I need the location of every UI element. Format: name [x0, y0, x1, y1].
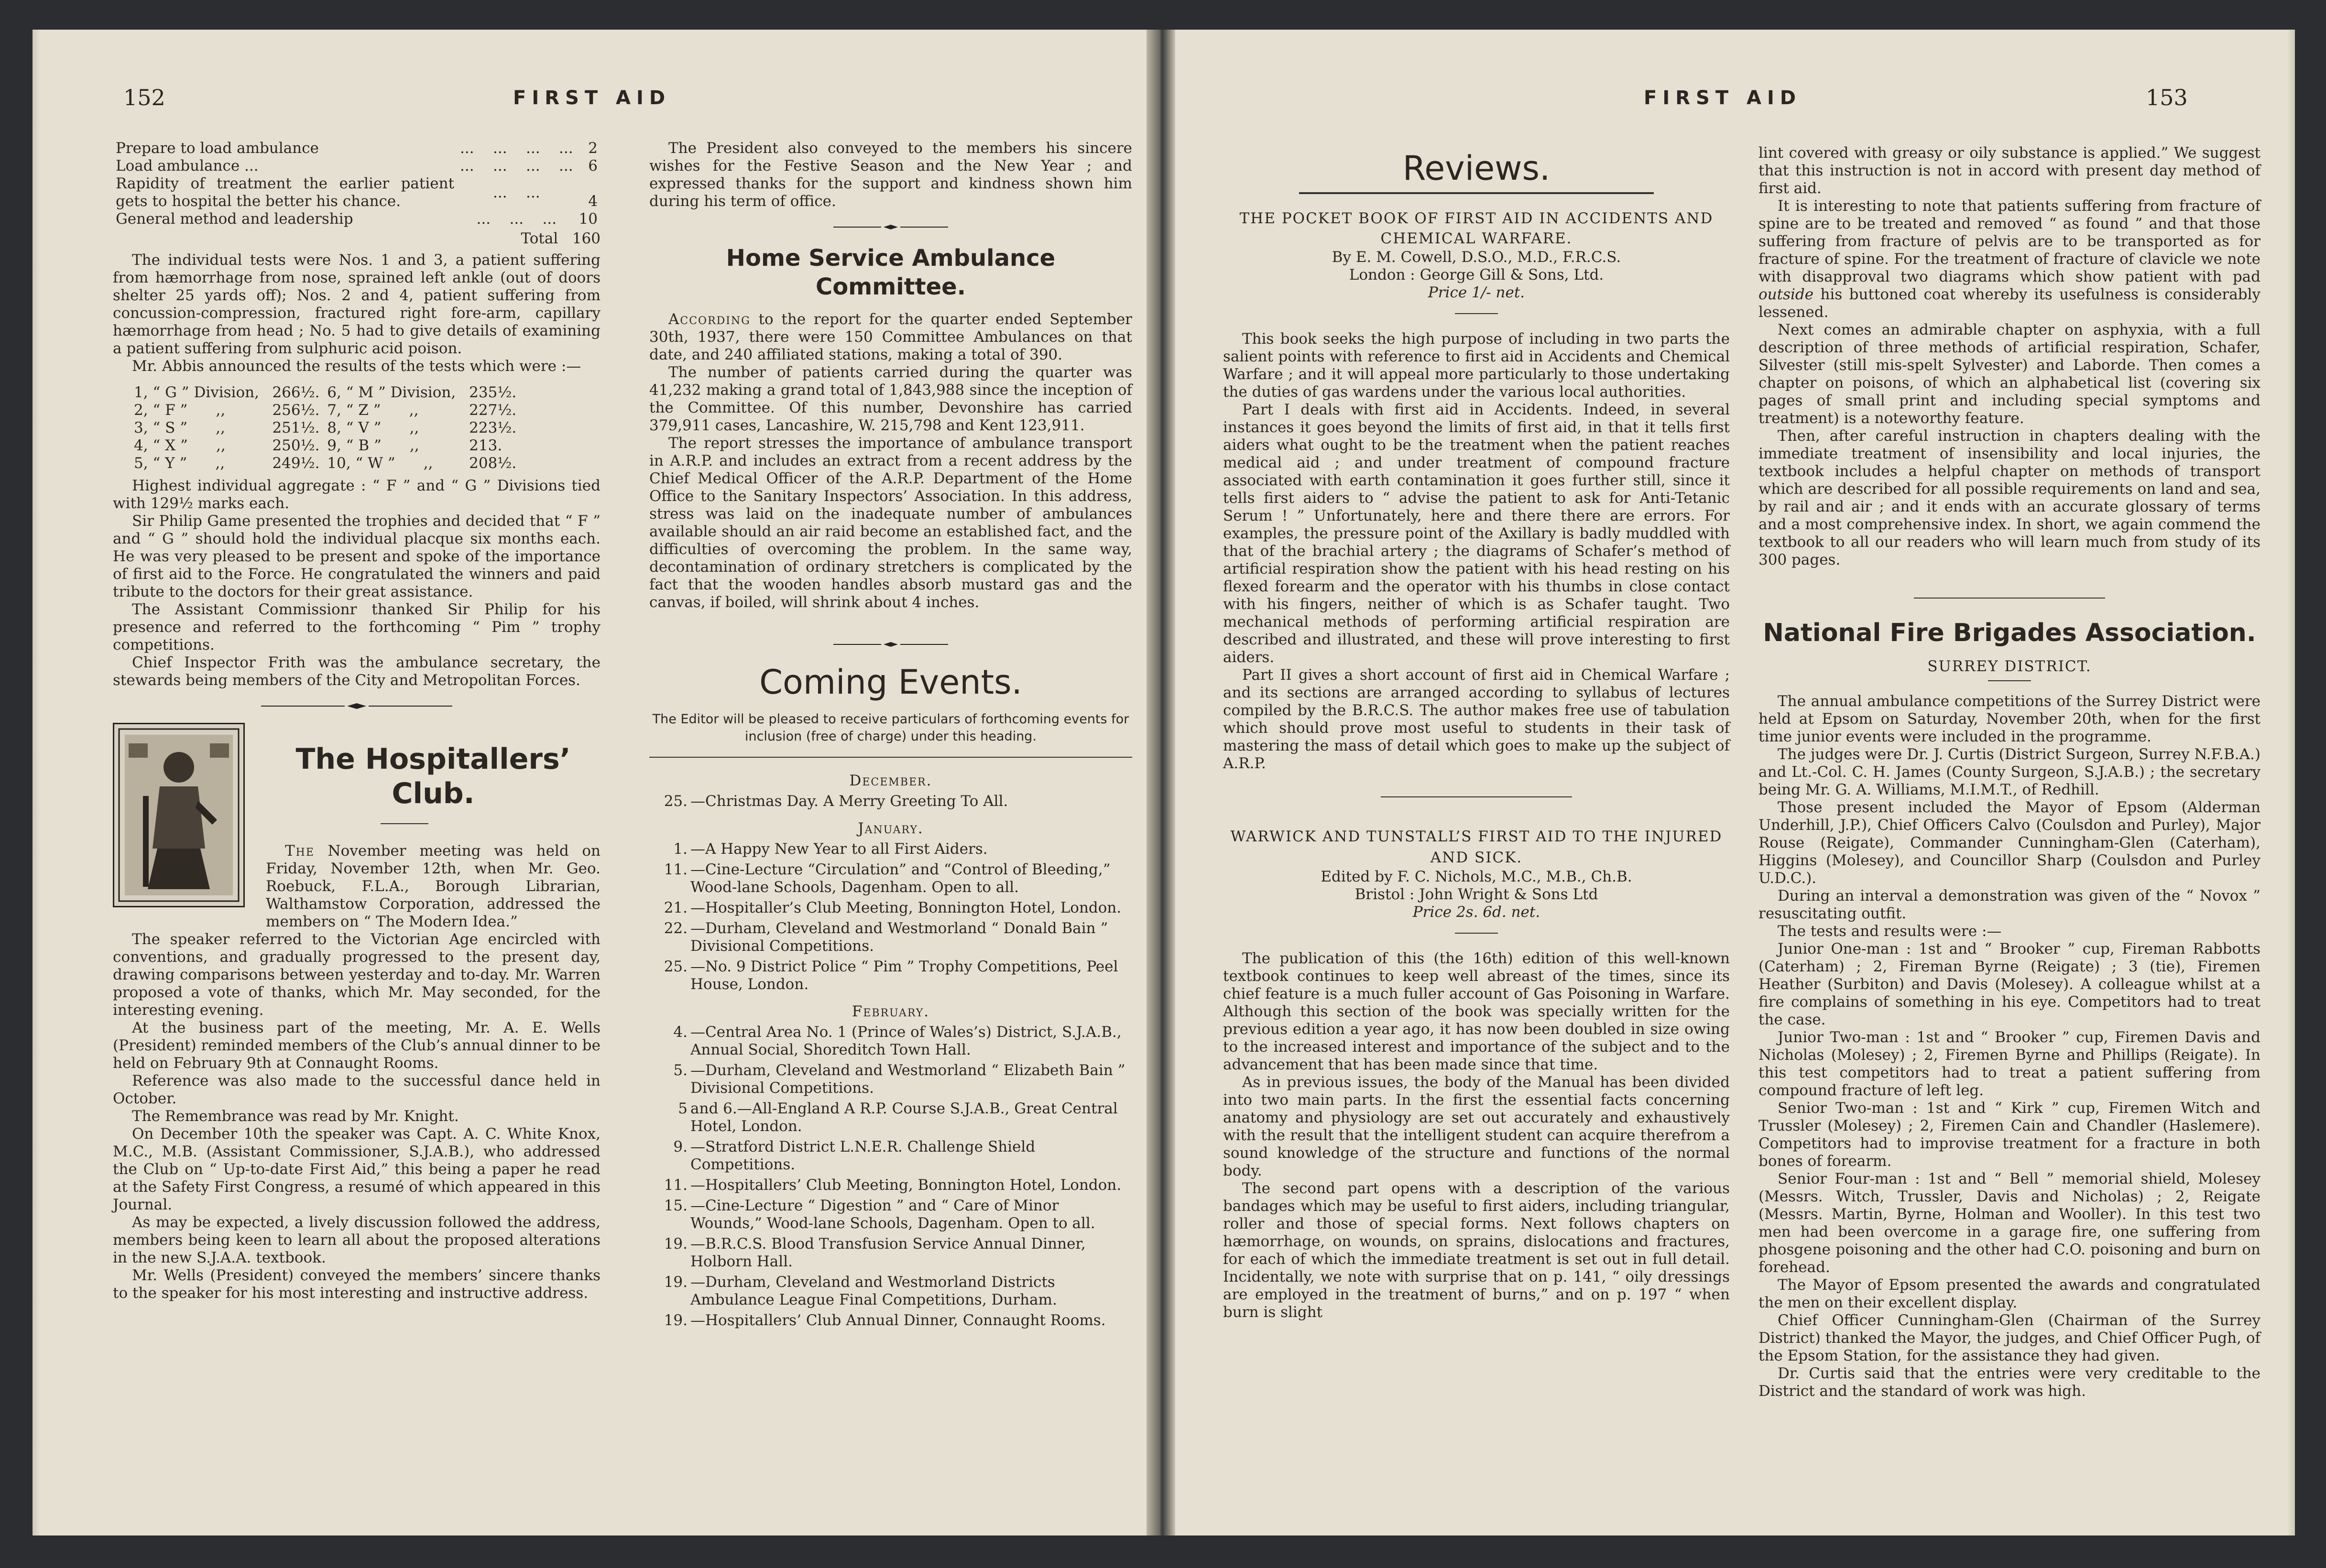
knight-illustration-icon: [114, 724, 243, 906]
coming-events-title: Coming Events.: [759, 663, 1022, 702]
paragraph: Reference was also made to the successful dance held in October.: [113, 1072, 601, 1107]
marks-score: 4: [588, 193, 598, 210]
january-events: [649, 840, 1132, 993]
event-item: [649, 1235, 1132, 1271]
score-row: [132, 437, 522, 455]
division-scores-table: [132, 384, 522, 472]
right-column-1: [1223, 144, 1730, 1321]
paragraph: Senior Two-man : 1st and “ Kirk ” cup, Firemen Witch and Trussler (Molesey) ; 2, Firemen Cain and Chandler (Haslemere). Competitors had to improvise treatment for a fracture in both bones of forearm.: [1758, 1100, 2260, 1170]
paragraph: his buttoned coat whereby its usefulness is considerably lessened.: [1758, 286, 2260, 321]
event-date: 15.: [664, 1197, 688, 1214]
month-heading-january: January.: [858, 820, 924, 837]
score-cell: 256½.: [272, 402, 320, 419]
marks-label: Prepare to load ambulance: [116, 140, 319, 157]
nfba-title: National Fire Brigades Association.: [1763, 619, 2256, 647]
score-cell: 6, “ M ” Division,: [327, 384, 456, 401]
paragraph: It is interesting to note that patients suffering from fracture of spine are to be treated and removed “ as found ” and that those suffering from fracture of pelvis are to be transported as for fracture of spine. For the treatment of fracture of clavicle we note with disapproval two diagrams which show patient with pad: [1758, 197, 2260, 285]
paragraph: Dr. Curtis said that the entries were very creditable to the District and the standard of work was high.: [1758, 1365, 2260, 1400]
event-date: 1.: [673, 840, 688, 858]
small-caps-lead: According: [668, 311, 751, 328]
event-item: [649, 1274, 1132, 1309]
paragraph: This book seeks the high purpose of including in two parts the salient points with reference to first aid in Accidents and Chemical Warfare ; and it will appeal more particularly to those undertaking the duties of gas wardens under the various local authorities.: [1223, 330, 1730, 401]
emphasis: outside: [1758, 286, 1814, 303]
hospitallers-title: The Hospitallers’ Club.: [295, 742, 571, 810]
event-item: [649, 840, 1132, 858]
hospitallers-header: [113, 723, 601, 904]
marks-label: General method and leadership: [116, 210, 353, 228]
event-date: 19.: [664, 1235, 688, 1252]
score-cell: 4, “ X ” ,,: [134, 437, 226, 454]
reviews-title: Reviews.: [1402, 149, 1551, 188]
event-date: 5.: [673, 1062, 688, 1079]
paragraph: The tests and results were :—: [1778, 923, 2002, 940]
score-cell: 10, “ W ” ,,: [327, 455, 433, 472]
rule: [1455, 933, 1498, 934]
event-item: [649, 1176, 1132, 1194]
dot-leader: ... ... ... ...: [460, 157, 573, 174]
event-date: 22.: [664, 920, 688, 937]
rule: [1381, 796, 1572, 797]
score-cell: 8, “ V ” ,,: [327, 419, 419, 436]
paragraph: The publication of this (the 16th) edition of this well-known textbook continues to keep well abreast of the times, since its chief feature is a much fuller account of Gas Poisoning in Warfare. Although this section of the book was specially written for the previous edition a year ago, it has now been doubled in size owing to the increased interest and importance of the subject and to the advancement that has been made since that time.: [1223, 950, 1730, 1073]
score-cell: 3, “ S ” ,,: [134, 419, 225, 436]
paragraph: Then, after careful instruction in chapters dealing with the immediate treatment of insensibility and local injuries, the textbook includes a helpful chapter on methods of transport which are described for all possible requirements on land and sea, by rail and air ; and it ends with an accurate glossary of terms and a most comprehensive index. In short, we again commend the textbook to all our readers who will learn much from study of its 300 pages.: [1758, 427, 2260, 568]
dot-leader: ... ...: [493, 184, 540, 201]
event-text: —Durham, Cleveland and Westmorland Districts Ambulance League Final Competitions, Durham.: [690, 1274, 1057, 1308]
event-date: 25.: [664, 793, 688, 810]
marks-label: Load ambulance ...: [116, 157, 259, 174]
paragraph: lint covered with greasy or oily substance is applied.” We suggest that this instruction is not in accord with present day method of first aid.: [1758, 144, 2260, 197]
book-price: Price 2s. 6d. net.: [1412, 904, 1540, 921]
paragraph: The second part opens with a description of the various bandages which may be useful to first aiders, including triangular, roller and those of special forms. Next follows chapters on hæmorrhage, on wounds, on sprains, dislocations and fractures, for each of which the immediate treatment is set out in full detail. Incidentally, we note with surprise that on p. 141, “ oily dressings are employed in the treatment of burns,” and on p. 197 “ when burn is slight: [1223, 1180, 1730, 1321]
paragraph: Mr. Abbis announced the results of the tests which were :—: [132, 358, 581, 375]
marks-row: [113, 140, 601, 157]
score-cell: 208½.: [469, 455, 517, 472]
paragraph: At the business part of the meeting, Mr. A. E. Wells (President) reminded members of the Club’s annual dinner to be held on February 9th at Connaught Rooms.: [113, 1019, 601, 1072]
score-row: [132, 419, 522, 437]
score-cell: 251½.: [272, 419, 320, 436]
event-date: 11.: [664, 1176, 688, 1194]
marks-table: [113, 140, 601, 228]
event-text: —Durham, Cleveland and Westmorland “ Donald Bain ” Divisional Competitions.: [690, 920, 1108, 955]
dot-leader: ... ... ...: [476, 210, 557, 228]
event-text: —No. 9 District Police “ Pim ” Trophy Competitions, Peel House, London.: [690, 958, 1118, 993]
paragraph: Those present included the Mayor of Epsom (Alderman Underhill, J.P.), Chief Officers Calvo (Coulsdon and Purley), Major Rouse (Reigate), Commander Cunningham-Glen (Caterham), Higgins (Molesey), and Councillor Sharp (Coulsdon and Purley U.D.C.).: [1758, 799, 2260, 887]
left-column-2: [649, 140, 1132, 1332]
page-edge: [33, 30, 40, 1535]
score-cell: 9, “ B ” ,,: [327, 437, 419, 454]
paragraph: The annual ambulance competitions of the Surrey District were held at Epsom on Saturday, November 20th, when for the first time junior events were included in the programme.: [1758, 693, 2260, 745]
section-divider: [795, 223, 986, 231]
paragraph: During an interval a demonstration was given of the “ Novox ” resuscitating outfit.: [1758, 887, 2260, 922]
marks-row: [113, 210, 601, 228]
event-text: —Cine-Lecture “ Digestion ” and “ Care of Minor Wounds,” Wood-lane Schools, Dagenham. Open to all.: [690, 1197, 1095, 1232]
paragraph: Highest individual aggregate : “ F ” and “ G ” Divisions tied with 129½ marks each.: [113, 477, 601, 512]
event-item: [649, 861, 1132, 896]
paragraph: November meeting was held on Friday, November 12th, when Mr. Geo. Roebuck, F.L.A., Borough Librarian, Walthamstow Corporation, addressed the members on “ The Modern Idea.”: [266, 842, 601, 930]
paragraph: Part I deals with first aid in Accidents. Indeed, in several instances it goes beyond the limits of first aid, in that it tells first aiders what ought to be the treatment when the patient reaches medical aid ; and under treatment of compound fracture associated with earth contamination it goes further still, since it tells first aiders to “ advise the patient to ask for Anti-Tetanic Serum ! ” Unfortunately, here and there there are errors. For examples, the pressure point of the Axillary is badly muddled with that of the brachial artery ; the diagrams of Schafer’s method of artificial respiration show the patient with his head resting on his flexed forearm and the operator with his thumbs in close contact with his fingers, neither of which is as Schafer taught. Two mechanical methods of performing artificial respiration are described and illustrated, and these will prove interesting to first aiders.: [1223, 401, 1730, 666]
paragraph: The Remembrance was read by Mr. Knight.: [132, 1108, 459, 1125]
event-date: 19.: [664, 1274, 688, 1291]
book-price: Price 1/- net.: [1428, 284, 1525, 301]
event-date: 11.: [664, 861, 688, 878]
score-row: [132, 402, 522, 419]
dropcap-lead: The: [285, 842, 315, 860]
book-author: By E. M. Cowell, D.S.O., M.D., F.R.C.S.: [1332, 249, 1621, 266]
rule: [1455, 313, 1498, 314]
paragraph: Junior Two-man : 1st and “ Brooker ” cup, Firemen Davis and Nicholas (Molesey) ; 2, Firemen Byrne and Phillips (Reigate). In this test competitors had to treat a patient suffering from compound fracture of left leg.: [1758, 1029, 2260, 1099]
event-text: and 6.—All-England A R.P. Course S.J.A.B., Great Central Hotel, London.: [690, 1100, 1118, 1135]
paragraph: As in previous issues, the body of the Manual has been divided into two main parts. In the first the essential facts concerning anatomy and physiology are set out accurately and exhaustively with the result that the intelligent student can acquire therefrom a sound knowledge of the structure and functions of the normal body.: [1223, 1074, 1730, 1179]
event-date: 4.: [673, 1024, 688, 1041]
score-cell: 249½.: [272, 455, 320, 472]
event-date: 5: [678, 1100, 688, 1117]
book-spine: [1147, 30, 1175, 1535]
title-rule: [1299, 192, 1654, 194]
running-head: FIRST AID: [1644, 87, 1802, 109]
event-text: —Hospitallers’ Club Annual Dinner, Connaught Rooms.: [690, 1312, 1106, 1329]
score-cell: 250½.: [272, 437, 320, 454]
score-cell: 266½.: [272, 384, 320, 401]
event-text: —Stratford District L.N.E.R. Challenge Shield Competitions.: [690, 1138, 1036, 1173]
paragraph: Junior One-man : 1st and “ Brooker ” cup, Fireman Rabbotts (Caterham) ; 2, Fireman Byrne (Reigate) ; 3 (tie), Firemen Heather (Surbiton) and Davis (Molesey). A colleague whilst at a fire complains of something in his eye. Competitors had to treat the case.: [1758, 940, 2260, 1028]
score-cell: 235½.: [469, 384, 517, 401]
score-row: [132, 455, 522, 472]
event-date: 21.: [664, 899, 688, 916]
paragraph: The Mayor of Epsom presented the awards and congratulated the men on their excellent display.: [1758, 1276, 2260, 1311]
event-item: [649, 793, 1132, 810]
score-cell: 1, “ G ” Division,: [134, 384, 259, 401]
left-column-1: [113, 140, 601, 1302]
event-item: [649, 958, 1132, 993]
event-text: —Durham, Cleveland and Westmorland “ Elizabeth Bain ” Divisional Competitions.: [690, 1062, 1125, 1097]
marks-score: 2: [588, 140, 598, 157]
paragraph: As may be expected, a lively discussion followed the address, members being keen to learn all about the proposed alterations in the new S.J.A.A. textbook.: [113, 1214, 601, 1266]
event-text: —Christmas Day. A Merry Greeting To All.: [690, 793, 1008, 810]
event-item: [649, 1197, 1132, 1232]
total-label: Total: [521, 230, 558, 247]
book-author: Edited by F. C. Nichols, M.C., M.B., Ch.B.: [1321, 868, 1632, 885]
paragraph: Chief Officer Cunningham-Glen (Chairman of the Surrey District) thanked the Mayor, the judges, and Chief Officer Pugh, of the Epsom Station, for the assistance they had given.: [1758, 1312, 2260, 1364]
book-publisher: Bristol : John Wright & Sons Ltd: [1354, 886, 1598, 903]
month-heading-february: February.: [852, 1003, 930, 1020]
paragraph: The report stresses the importance of ambulance transport in A.R.P. and includes an extract from a recent address by the Chief Medical Officer of the A.R.P. Department of the Home Office to the Sanitary Inspectors’ Association. In this address, stress was laid on the inadequate number of ambulances available should an air raid become an established fact, and the difficulties of overcoming the problem. In the same way, decontamination of ordinary stretchers is complicated by the fact that the wooden handles absorb mustard gas and the canvas, if boiled, will shrink about 4 inches.: [649, 435, 1132, 611]
paragraph: The speaker referred to the Victorian Age encircled with conventions, and gradually progressed to the present day, drawing comparisons between yesterday and to-day. Mr. Warren proposed a vote of thanks, which Mr. May seconded, for the interesting evening.: [113, 931, 601, 1019]
page-number: 152: [123, 85, 165, 110]
hospitallers-engraving: [113, 723, 245, 907]
section-divider: [261, 702, 452, 710]
score-cell: 5, “ Y ” ,,: [134, 455, 225, 472]
score-cell: 213.: [469, 437, 502, 454]
event-item: [649, 899, 1132, 917]
paragraph: The Assistant Commissionr thanked Sir Philip for his presence and referred to the forthcoming “ Pim ” trophy competitions.: [113, 601, 601, 653]
paragraph: The individual tests were Nos. 1 and 3, a patient suffering from hæmorrhage from nose, sprained left ankle (out of doors shelter 25 yards off); Nos. 2 and 4, patient suffering from concussion-compression, fractured right fore-arm, capillary hæmorrhage from head ; No. 5 had to give details of examining a patient suffering from sulphuric acid poison.: [113, 251, 601, 357]
hsac-title: Home Service Ambulance Committee.: [726, 245, 1056, 300]
paragraph: The number of patients carried during the quarter was 41,232 making a grand total of 1,843,988 since the inception of the Committee. Of this number, Devonshire has carried 379,911 cases, Lancashire, W. 215,798 and Kent 123,911.: [649, 364, 1132, 434]
total-value: 160: [572, 230, 601, 247]
event-item: [649, 1100, 1132, 1135]
page-number: 153: [2146, 85, 2188, 110]
marks-total: [113, 230, 601, 248]
event-item: [649, 1024, 1132, 1059]
book-title: THE POCKET BOOK OF FIRST AID IN ACCIDENTS AND CHEMICAL WARFARE.: [1239, 210, 1714, 247]
score-cell: 227½.: [469, 402, 517, 419]
rule: [1914, 598, 2105, 599]
title-rule: [381, 823, 428, 824]
left-page: [33, 30, 1147, 1535]
paragraph: On December 10th the speaker was Capt. A. C. White Knox, M.C., M.B. (Assistant Commissioner, S.J.A.B.), who addressed the Club on “ Up-to-date First Aid,” this being a paper he read at the Safety First Congress, a resumé of which appeared in this Journal.: [113, 1125, 601, 1213]
score-cell: 7, “ Z ” ,,: [327, 402, 419, 419]
event-item: [649, 1138, 1132, 1174]
marks-row: [113, 157, 601, 175]
book-title: WARWICK AND TUNSTALL’S FIRST AID TO THE INJURED AND SICK.: [1230, 828, 1723, 866]
event-date: 25.: [664, 958, 688, 975]
month-heading-december: December.: [849, 772, 932, 789]
score-cell: 2, “ F ” ,,: [134, 402, 226, 419]
event-item: [649, 1312, 1132, 1329]
paragraph: The judges were Dr. J. Curtis (District Surgeon, Surrey N.F.B.A.) and Lt.-Col. C. H. James (County Surgeon, S.J.A.B.) ; the secretary being Mr. G. A. Williams, M.I.M.T., of Redhill.: [1758, 746, 2260, 798]
paragraph: Senior Four-man : 1st and “ Bell ” memorial shield, Molesey (Messrs. Witch, Trussler, Davis and Nicholas) ; 2, Reigate (Messrs. Martin, Byrne, Holman and Wooller). In this test two men had been overcome in a garage fire, one suffering from phosgene poisoning and the other had C.O. poisoning and burn on forehead.: [1758, 1170, 2260, 1276]
event-text: —Cine-Lecture “Circulation” and “Control of Bleeding,” Wood-lane Schools, Dagenham. Open to all.: [690, 861, 1111, 896]
february-events: [649, 1024, 1132, 1329]
marks-row: [113, 175, 601, 210]
marks-label: Rapidity of treatment the earlier patient gets to hospital the better his chance.: [116, 175, 455, 210]
dot-leader: ... ... ... ...: [460, 140, 573, 157]
event-date: 19.: [664, 1312, 688, 1329]
marks-score: 6: [588, 157, 598, 174]
paragraph: Part II gives a short account of first aid in Chemical Warfare ; and its sections are arranged according to syllabus of lectures compiled by the B.R.C.S. The author makes free use of tabulation which should prove most useful to students in their task of mastering the mass of detail which goes to make up the subject of A.R.P.: [1223, 666, 1730, 772]
event-text: —Hospitallers’ Club Meeting, Bonnington Hotel, London.: [690, 1176, 1122, 1194]
event-text: —B.R.C.S. Blood Transfusion Service Annual Dinner, Holborn Hall.: [690, 1235, 1086, 1270]
running-head: FIRST AID: [513, 87, 671, 109]
paragraph: Next comes an admirable chapter on asphyxia, with a full description of three methods of artificial respiration, Schafer, Silvester (still mis-spelt Sylvester) and Laborde. Then comes a chapter on poisons, of which an alphabetical list (covering six pages of small print and including special symptoms and treatment) is a noteworthy feature.: [1758, 321, 2260, 427]
event-text: —A Happy New Year to all First Aiders.: [690, 840, 988, 858]
event-text: —Hospitaller’s Club Meeting, Bonnington Hotel, London.: [690, 899, 1122, 916]
event-text: —Central Area No. 1 (Prince of Wales’s) District, S.J.A.B., Annual Social, Shoreditch Town Hall.: [690, 1024, 1122, 1058]
paragraph: Mr. Wells (President) conveyed the members’ sincere thanks to the speaker for his most interesting and instructive address.: [113, 1267, 601, 1302]
right-page: [1175, 30, 2295, 1535]
event-item: [649, 1062, 1132, 1097]
paragraph: Chief Inspector Frith was the ambulance secretary, the stewards being members of the City and Metropolitan Forces.: [113, 654, 601, 689]
december-events: [649, 793, 1132, 810]
right-column-2: [1758, 144, 2260, 1400]
rule: [1988, 680, 2031, 681]
marks-score: 10: [579, 210, 598, 228]
score-cell: 223½.: [469, 419, 517, 436]
book-publisher: London : George Gill & Sons, Ltd.: [1349, 266, 1604, 283]
rule: [649, 757, 1132, 758]
nfba-subtitle: SURREY DISTRICT.: [1927, 658, 2092, 675]
paragraph: Sir Philip Game presented the trophies and decided that “ F ” and “ G ” should hold the individual placque six months each. He was very pleased to be present and spoke of the importance of first aid to the Force. He congratulated the winners and paid tribute to the doctors for their great assistance.: [113, 512, 601, 600]
section-divider: [795, 640, 986, 649]
event-date: 9.: [673, 1138, 688, 1155]
event-item: [649, 920, 1132, 955]
coming-events-note: The Editor will be pleased to receive particulars of forthcoming events for inclusion (free of charge) under this heading.: [652, 712, 1129, 744]
paragraph: The President also conveyed to the members his sincere wishes for the Festive Season and the New Year ; and expressed thanks for the support and kindness shown him during his term of office.: [649, 140, 1132, 210]
score-row: [132, 384, 522, 402]
paragraph: to the report for the quarter ended September 30th, 1937, there were 150 Committee Ambulances on that date, and 240 affiliated stations, making a total of 390.: [649, 311, 1132, 363]
page-edge: [2287, 30, 2295, 1535]
